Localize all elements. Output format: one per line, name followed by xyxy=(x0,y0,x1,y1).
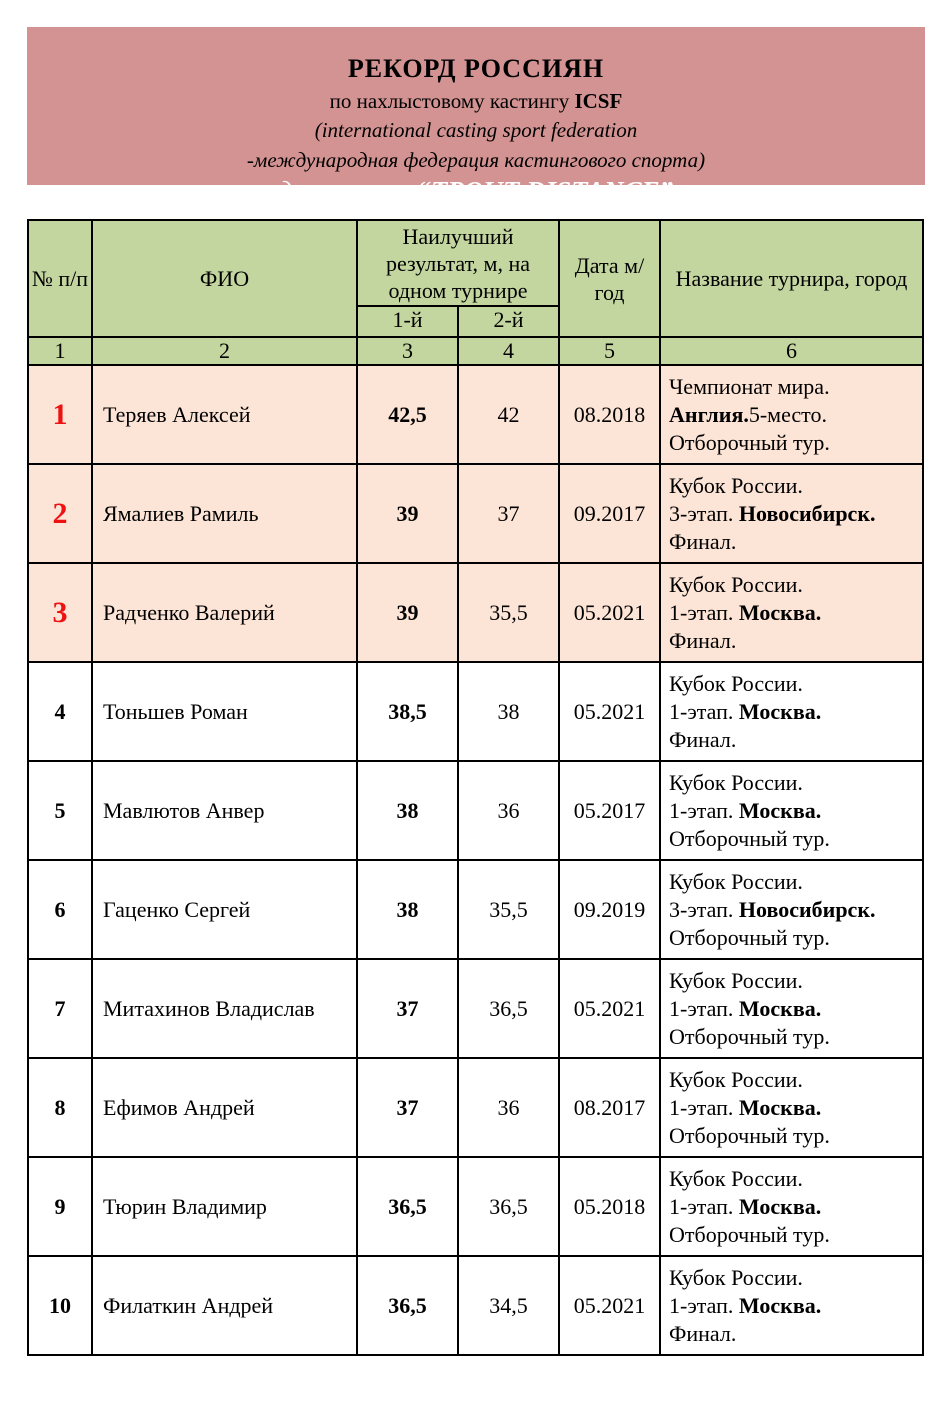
result-second: 36 xyxy=(458,761,559,860)
tournament-name: Кубок России. xyxy=(669,472,803,498)
tournament-city: Англия. xyxy=(669,401,749,427)
tournament-name: Кубок России. xyxy=(669,1066,803,1092)
result-first: 38 xyxy=(357,761,458,860)
athlete-name: Тюрин Владимир xyxy=(92,1157,357,1256)
page-subtitle xyxy=(27,89,925,114)
tournament-round: Финал. xyxy=(669,528,737,554)
header-row xyxy=(28,220,923,306)
header-no: № п/п xyxy=(28,220,92,337)
records-table xyxy=(27,219,924,1356)
tournament-name: Кубок России. xyxy=(669,1165,803,1191)
tournament-round: Отборочный тур. xyxy=(669,924,830,950)
result-first: 36,5 xyxy=(357,1157,458,1256)
tournament-info xyxy=(660,959,923,1058)
tournament-stage: 3-этап. xyxy=(669,500,734,526)
result-date: 08.2017 xyxy=(559,1058,660,1157)
tournament-round: Финал. xyxy=(669,627,737,653)
result-first: 37 xyxy=(357,959,458,1058)
result-first: 39 xyxy=(357,464,458,563)
tournament-stage: 1-этап. xyxy=(669,599,734,625)
result-first: 36,5 xyxy=(357,1256,458,1355)
result-first: 37 xyxy=(357,1058,458,1157)
column-number: 3 xyxy=(357,337,458,365)
subtitle-org: ICSF xyxy=(574,89,623,113)
tournament-name: Кубок России. xyxy=(669,967,803,993)
tournament-city: Москва. xyxy=(738,1193,822,1219)
result-second: 38 xyxy=(458,662,559,761)
result-first: 39 xyxy=(357,563,458,662)
tournament-round: Отборочный тур. xyxy=(669,1122,830,1148)
table-row xyxy=(28,563,923,662)
column-number: 4 xyxy=(458,337,559,365)
athlete-name: Мавлютов Анвер xyxy=(92,761,357,860)
table-row xyxy=(28,464,923,563)
result-second: 36 xyxy=(458,1058,559,1157)
header-second: 2-й xyxy=(458,306,559,337)
result-second: 35,5 xyxy=(458,860,559,959)
result-date: 05.2021 xyxy=(559,563,660,662)
tournament-round: Отборочный тур. xyxy=(669,1023,830,1049)
result-first: 38 xyxy=(357,860,458,959)
tournament-stage: 1-этап. xyxy=(669,1094,734,1120)
header-best: Наилучший результат, м, на одном турнире xyxy=(357,220,559,306)
rank-number: 9 xyxy=(28,1157,92,1256)
result-date: 05.2021 xyxy=(559,1256,660,1355)
tournament-info xyxy=(660,662,923,761)
tournament-info xyxy=(660,365,923,464)
tournament-city: Москва. xyxy=(738,1094,822,1120)
tournament-round: Финал. xyxy=(669,1320,737,1346)
athlete-name: Митахинов Владислав xyxy=(92,959,357,1058)
athlete-name: Ямалиев Рамиль xyxy=(92,464,357,563)
federation-russian: -международная федерация кастингового спорта) xyxy=(246,148,706,172)
header-tournament: Название турнира, город xyxy=(660,220,923,337)
tournament-city: Москва. xyxy=(738,599,822,625)
tournament-name: Чемпионат мира. xyxy=(669,373,830,399)
column-number: 1 xyxy=(28,337,92,365)
result-date: 05.2018 xyxy=(559,1157,660,1256)
athlete-name: Филаткин Андрей xyxy=(92,1256,357,1355)
table-row xyxy=(28,1256,923,1355)
rank-number: 6 xyxy=(28,860,92,959)
tournament-city: Москва. xyxy=(738,1292,822,1318)
title-banner xyxy=(27,27,925,206)
rank-number: 7 xyxy=(28,959,92,1058)
result-second: 36,5 xyxy=(458,959,559,1058)
tournament-place: 5-место. xyxy=(748,401,828,427)
tournament-city: Москва. xyxy=(738,995,822,1021)
result-date: 09.2019 xyxy=(559,860,660,959)
column-number: 6 xyxy=(660,337,923,365)
tournament-round: Отборочный тур. xyxy=(669,1221,830,1247)
tournament-info xyxy=(660,1256,923,1355)
rank-number: 3 xyxy=(28,563,92,662)
result-second: 42 xyxy=(458,365,559,464)
tournament-stage: 1-этап. xyxy=(669,1193,734,1219)
athlete-name: Теряев Алексей xyxy=(92,365,357,464)
result-second: 34,5 xyxy=(458,1256,559,1355)
tournament-name: Кубок России. xyxy=(669,868,803,894)
result-date: 05.2021 xyxy=(559,662,660,761)
rank-number: 1 xyxy=(28,365,92,464)
table-row xyxy=(28,1058,923,1157)
tournament-stage: 1-этап. xyxy=(669,698,734,724)
rank-number: 5 xyxy=(28,761,92,860)
tournament-info xyxy=(660,563,923,662)
header-first: 1-й xyxy=(357,306,458,337)
athlete-name: Радченко Валерий xyxy=(92,563,357,662)
result-date: 05.2017 xyxy=(559,761,660,860)
table-row xyxy=(28,662,923,761)
tournament-round: Отборочный тур. xyxy=(669,825,830,851)
tournament-city: Москва. xyxy=(738,698,822,724)
rank-number: 4 xyxy=(28,662,92,761)
discipline-line xyxy=(27,176,925,207)
table-row xyxy=(28,860,923,959)
tournament-name: Кубок России. xyxy=(669,670,803,696)
column-number: 2 xyxy=(92,337,357,365)
header-name: ФИО xyxy=(92,220,357,337)
column-number: 5 xyxy=(559,337,660,365)
tournament-info xyxy=(660,860,923,959)
rank-number: 10 xyxy=(28,1256,92,1355)
tournament-round: Отборочный тур. xyxy=(669,429,830,455)
result-second: 35,5 xyxy=(458,563,559,662)
athlete-name: Тоньшев Роман xyxy=(92,662,357,761)
result-second: 36,5 xyxy=(458,1157,559,1256)
tournament-city: Москва. xyxy=(738,797,822,823)
subtitle-prefix: по нахлыстовому кастингу xyxy=(329,89,570,113)
tournament-stage: 1-этап. xyxy=(669,1292,734,1318)
tournament-name: Кубок России. xyxy=(669,571,803,597)
result-date: 08.2018 xyxy=(559,365,660,464)
tournament-name: Кубок России. xyxy=(669,769,803,795)
table-row xyxy=(28,365,923,464)
rank-number: 2 xyxy=(28,464,92,563)
discipline-prefix: дисциплина xyxy=(278,176,411,206)
athlete-name: Ефимов Андрей xyxy=(92,1058,357,1157)
tournament-info xyxy=(660,464,923,563)
rank-number: 8 xyxy=(28,1058,92,1157)
discipline-name: “TPOUT DISTANCE” xyxy=(417,176,674,206)
header-date: Дата м/год xyxy=(559,220,660,337)
result-second: 37 xyxy=(458,464,559,563)
tournament-stage: 1-этап. xyxy=(669,995,734,1021)
tournament-city: Новосибирск. xyxy=(738,500,876,526)
tournament-info xyxy=(660,1157,923,1256)
federation-english: (international casting sport federation xyxy=(314,118,638,142)
tournament-info xyxy=(660,1058,923,1157)
athlete-name: Гаценко Сергей xyxy=(92,860,357,959)
tournament-stage: 3-этап. xyxy=(669,896,734,922)
result-first: 38,5 xyxy=(357,662,458,761)
result-date: 09.2017 xyxy=(559,464,660,563)
page-title: РЕКОРД РОССИЯН xyxy=(347,54,605,83)
result-date: 05.2021 xyxy=(559,959,660,1058)
table-row xyxy=(28,959,923,1058)
tournament-city: Новосибирск. xyxy=(738,896,876,922)
tournament-name: Кубок России. xyxy=(669,1264,803,1290)
tournament-round: Финал. xyxy=(669,726,737,752)
table-row xyxy=(28,1157,923,1256)
table-row xyxy=(28,761,923,860)
tournament-stage: 1-этап. xyxy=(669,797,734,823)
column-number-row xyxy=(28,337,923,365)
tournament-info xyxy=(660,761,923,860)
result-first: 42,5 xyxy=(357,365,458,464)
